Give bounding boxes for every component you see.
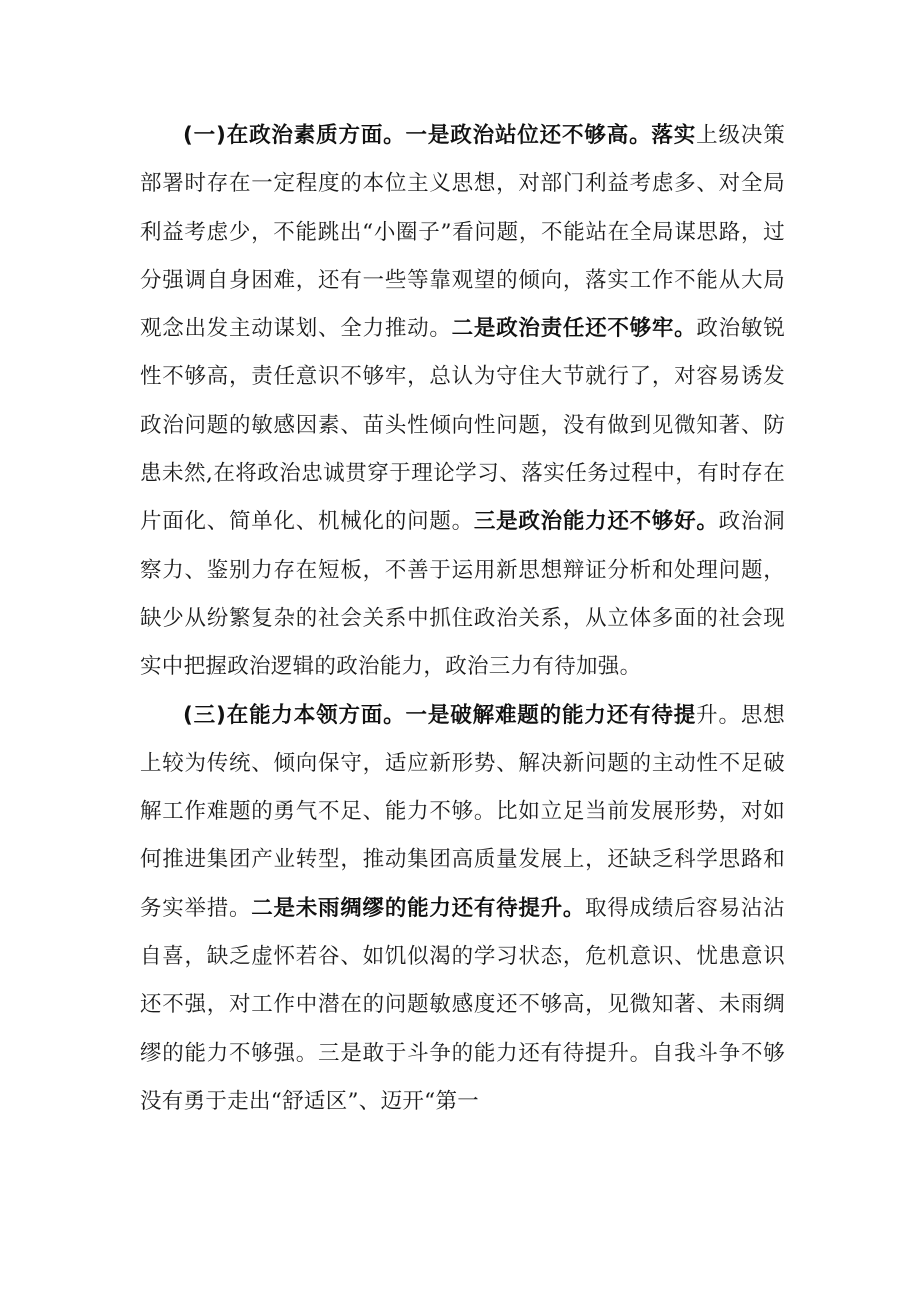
point-political-responsibility: 二是政治责任还不够牢。 bbox=[451, 316, 697, 342]
document-body bbox=[140, 112, 785, 1126]
text-segment: 政治敏锐性不够高，责任意识不够牢，总认为守住大节就行了，对容易诱发政治问题的敏感因素、苗头性倾向性问题，没有做到见微知著、防患未然,在将政治忠诚贯穿于理论学习、落实任务过程中，有时存在片面化、简单化、机械化的问题。 bbox=[140, 316, 785, 535]
heading-ability-skills: (三)在能力本领方面。一是破解难题的能力还有待提 bbox=[183, 702, 697, 728]
heading-political-quality: (一)在政治素质方面。一是政治站位还不够高。落实 bbox=[183, 123, 697, 148]
point-foresight-ability: 二是未雨绸缪的能力还有待提升。 bbox=[251, 895, 586, 921]
paragraph-ability-skills bbox=[140, 692, 785, 1127]
text-segment: 上级决策部署时存在一定程度的本位主义思想，对部门利益考虑多、对全局利益考虑少，不能跳出“小圈子”看问题，不能站在全局谋思路，过分强调自身困难，还有一些等靠观望的倾向，落实工作不能从大局观念出发主动谋划、全力推动。 bbox=[140, 123, 786, 342]
point-political-ability: 三是政治能力还不够好。 bbox=[473, 509, 719, 535]
text-segment: 升。思想上较为传统、倾向保守，适应新形势、解决新问题的主动性不足破解工作难题的勇气不足、能力不够。比如立足当前发展形势，对如何推进集团产业转型，推动集团高质量发展上，还缺乏科学思路和务实举措。 bbox=[140, 702, 786, 921]
text-segment: 取得成绩后容易沾沾自喜，缺乏虚怀若谷、如饥似渴的学习状态，危机意识、忧患意识还不强，对工作中潜在的问题敏感度还不够高，见微知著、未雨绸缪的能力不够强。三是敢于斗争的能力还有待提升。自我斗争不够没有勇于走出“舒适区”、迈开“第一 bbox=[140, 895, 785, 1114]
paragraph-political-quality bbox=[140, 112, 785, 692]
text-segment: 政治洞察力、鉴别力存在短板，不善于运用新思想辩证分析和处理问题，缺少从纷繁复杂的社会关系中抓住政治关系，从立体多面的社会现实中把握政治逻辑的政治能力，政治三力有待加强。 bbox=[140, 509, 785, 680]
